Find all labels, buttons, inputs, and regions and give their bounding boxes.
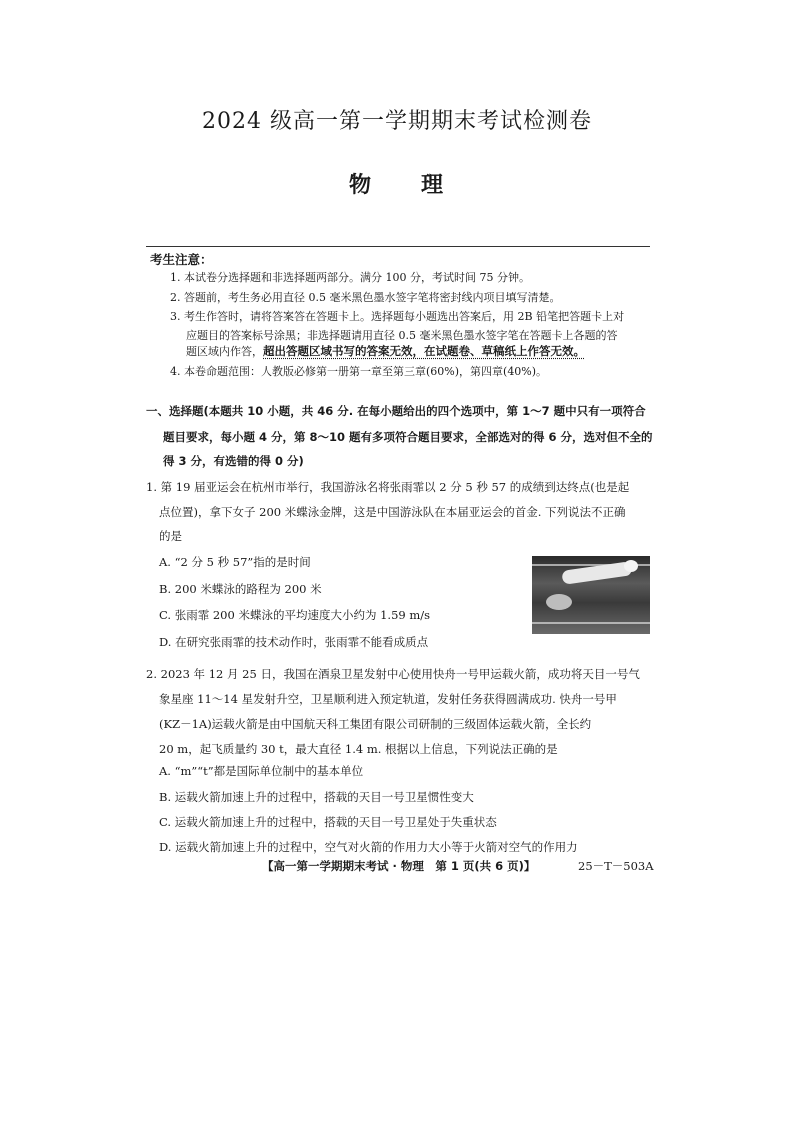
notice-item-4: 4. 本卷命题范围：人教版必修第一册第一章至第三章(60%)，第四章(40%)。: [170, 365, 548, 378]
notice-heading: 考生注意：: [150, 252, 213, 267]
question-1-line-2: 点位置)，拿下女子 200 米蝶泳金牌，这是中国游泳队在本届亚运会的首金. 下列说法不正确: [159, 505, 626, 519]
section-instructions-line-3: 得 3 分，有选错的得 0 分): [163, 454, 304, 468]
notice-item-2: 2. 答题前，考生务必用直径 0.5 毫米黑色墨水签字笔将密封线内项目填写清楚。: [170, 291, 561, 304]
question-2-line-3: (KZ－1A)运载火箭是由中国航天科工集团有限公司研制的三级固体运载火箭，全长约: [159, 717, 592, 731]
section-instructions-line-1: 一、选择题(本题共 10 小题，共 46 分. 在每小题给出的四个选项中，第 1～7 题中只有一项符合: [146, 404, 646, 418]
section-instructions-line-2: 题目要求，每小题 4 分，第 8～10 题有多项符合题目要求，全部选对的得 6 分，选对但不全的: [163, 430, 653, 444]
swimmer-photo: [532, 556, 650, 634]
notice-item-3: 3. 考生作答时，请将答案答在答题卡上。选择题每小题选出答案后，用 2B 铅笔把答题卡上对: [170, 310, 625, 323]
photo-swimmer-head: [624, 560, 638, 572]
divider-line: [146, 246, 650, 247]
subject-title: 物 理: [348, 172, 445, 198]
notice-item-3-cont: 应题目的答案标号涂黑；非选择题请用直径 0.5 毫米黑色墨水签字笔在答题卡上各题的答: [186, 329, 618, 342]
page-footer: 【高一第一学期期末考试 · 物理 第 1 页(共 6 页)】: [262, 859, 536, 873]
question-1-line-1: 1. 第 19 届亚运会在杭州市举行，我国游泳名将张雨霏以 2 分 5 秒 57 的成绩到达终点(也是起: [146, 480, 630, 494]
question-2-option-a: A. “m”“t”都是国际单位制中的基本单位: [159, 764, 364, 778]
question-1-option-a: A. “2 分 5 秒 57”指的是时间: [159, 555, 311, 569]
exam-title: 2024 级高一第一学期期末考试检测卷: [202, 109, 592, 134]
notice-item-3-tail: 题区域内作答，: [186, 345, 263, 358]
question-1-option-b: B. 200 米蝶泳的路程为 200 米: [159, 582, 322, 596]
question-1-option-c: C. 张雨霏 200 米蝶泳的平均速度大小约为 1.59 m/s: [159, 608, 431, 622]
question-2-line-1: 2. 2023 年 12 月 25 日，我国在酒泉卫星发射中心使用快舟一号甲运载火箭，成功将天目一号气: [146, 667, 640, 681]
question-2-option-c: C. 运载火箭加速上升的过程中，搭载的天目一号卫星处于失重状态: [159, 815, 497, 829]
question-1-option-d: D. 在研究张雨霏的技术动作时，张雨霏不能看成质点: [159, 635, 429, 649]
question-2-option-b: B. 运载火箭加速上升的过程中，搭载的天目一号卫星惯性变大: [159, 790, 474, 804]
exam-code: 25－T－503A: [578, 859, 654, 873]
question-1-line-3: 的是: [159, 529, 182, 543]
question-2-option-d: D. 运载火箭加速上升的过程中，空气对火箭的作用力大小等于火箭对空气的作用力: [159, 840, 578, 854]
notice-item-3-end: [186, 342, 656, 362]
photo-lane-rope: [532, 622, 650, 624]
question-2-line-2: 象星座 11～14 星发射升空，卫星顺利进入预定轨道，发射任务获得圆满成功. 快舟一号甲: [159, 692, 617, 706]
question-2-line-4: 20 m，起飞质量约 30 t，最大直径 1.4 m. 根据以上信息，下列说法正确的是: [159, 742, 558, 756]
photo-splash: [546, 594, 572, 610]
notice-emphasis: 超出答题区域书写的答案无效，在试题卷、草稿纸上作答无效。: [263, 344, 585, 358]
notice-item-1: 1. 本试卷分选择题和非选择题两部分。满分 100 分，考试时间 75 分钟。: [170, 271, 530, 284]
